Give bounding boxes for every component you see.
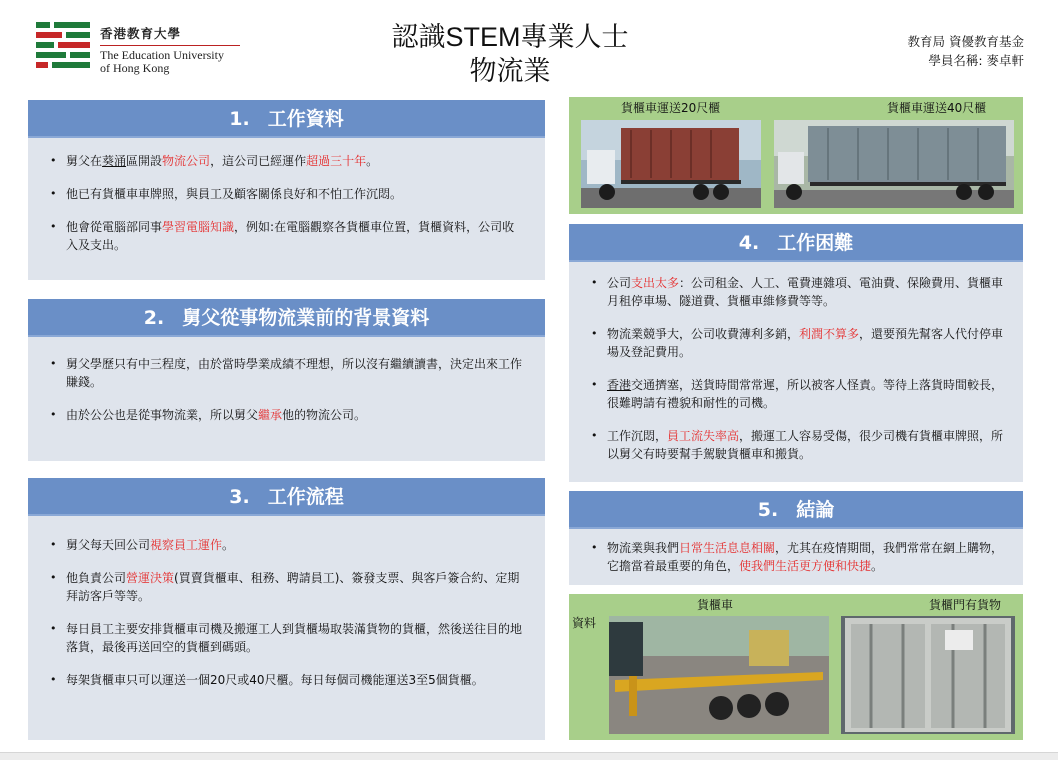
- bullet-text: ，尤其在疫情期間，我們常常在網上購物，它擔當着最重要的角色，: [607, 541, 1004, 573]
- highlight-text: 營運決策: [126, 571, 175, 585]
- bullet-text: 每架貨櫃車只可以運送一個20尺或40尺櫃。每日每個司機能運送3至5個貨櫃。: [66, 673, 484, 687]
- fund-name: 教育局 資優教育基金: [907, 34, 1024, 49]
- highlight-text: 視察員工運作: [150, 538, 223, 552]
- bullet-item: [50, 185, 523, 203]
- bullet-text: 他負責公司: [66, 571, 127, 585]
- highlight-text: 超過三十年: [306, 154, 367, 168]
- bullet-list: [28, 516, 545, 689]
- section-title: 工作資料: [267, 108, 344, 130]
- eduhk-emblem-icon: [34, 20, 92, 72]
- bullet-text: 他會從電腦部同事: [66, 220, 163, 234]
- logo-english-line2: of Hong Kong: [100, 61, 170, 75]
- bullet-list: [569, 262, 1023, 463]
- bullet-item: [591, 427, 1009, 463]
- bullet-text: (買賣貨櫃車、租務、聘請員工)、簽發支票、與客戶簽合約、定期拜訪客戶等等。: [66, 571, 520, 603]
- highlight-text: 使我們生活更方便和快捷: [739, 559, 872, 573]
- photo-side-label: 資料: [572, 616, 597, 630]
- section-header: [569, 224, 1023, 262]
- bullet-item: [50, 355, 523, 391]
- section-workflow: [28, 478, 545, 740]
- header-info: [908, 32, 1024, 70]
- section-header: [28, 299, 545, 337]
- highlight-text: 利潤不算多: [799, 327, 860, 341]
- page-title: [360, 20, 660, 88]
- highlight-text: 物流公司: [162, 154, 211, 168]
- section-title: 工作流程: [267, 486, 344, 508]
- bullet-text: ，例如:在電腦觀察各貨櫃車位置，貨櫃資料，公司收入及支出。: [66, 220, 515, 252]
- section-title: 結論: [796, 499, 835, 521]
- title-line1: 認識STEM專業人士: [391, 22, 629, 52]
- photo-truck-40ft: [774, 120, 1014, 208]
- underlined-text: 香港: [607, 378, 632, 392]
- photo-caption-truck: 貨櫃車: [697, 598, 734, 612]
- bullet-text: 他已有貨櫃車車牌照，與員工及顧客關係良好和不怕工作沉悶。: [66, 187, 403, 201]
- bullet-list: [28, 138, 545, 254]
- bullet-text: 舅父每天回公司: [66, 538, 151, 552]
- highlight-text: 員工流失率高: [667, 429, 740, 443]
- bullet-item: [591, 325, 1009, 361]
- photo-container-trailer: [609, 616, 829, 734]
- bullet-item: [50, 671, 523, 689]
- bullet-item: [591, 539, 1009, 575]
- bullet-text: ，這公司已經運作: [210, 154, 307, 168]
- section-header: [28, 478, 545, 516]
- section-number: 1.: [229, 108, 250, 130]
- section-number: 2.: [143, 307, 165, 329]
- logo-divider: [100, 45, 240, 46]
- bullet-text: 舅父在: [66, 154, 103, 168]
- section-title: 舅父從事物流業前的背景資料: [182, 307, 430, 329]
- bottom-strip: [0, 752, 1058, 760]
- bullet-text: 交通擠塞，送貨時間常常遲，所以被客人怪責。等待上落貨時間較長，很難聘請有禮貌和耐性的司機。: [607, 378, 1004, 410]
- section-header: [569, 491, 1023, 529]
- photo-caption-40ft: 貨櫃車運送40尺櫃: [887, 101, 987, 115]
- highlight-text: 日常生活息息相關: [679, 541, 776, 555]
- bullet-text: ，還要預先幫客人代付停車場及登記費用。: [607, 327, 1004, 359]
- bullet-item: [50, 152, 523, 170]
- bullet-item: [50, 620, 523, 656]
- highlight-text: 繼承: [258, 408, 283, 422]
- bullet-item: [591, 274, 1009, 310]
- highlight-text: 學習電腦知識: [162, 220, 235, 234]
- section-conclusion: [569, 491, 1023, 585]
- bullet-text: ，搬運工人容易受傷，很少司機有貨櫃車牌照，所以舅父有時要幫手駕駛貨櫃車和搬貨。: [607, 429, 1004, 461]
- bullet-text: 。: [366, 154, 379, 168]
- bullet-text: 每日員工主要安排貨櫃車司機及搬運工人到貨櫃場取裝滿貨物的貨櫃，然後送往目的地落貨，最後再送回空的貨櫃到碼頭。: [66, 622, 523, 654]
- bullet-list: [569, 529, 1023, 575]
- underlined-text: 葵涌: [102, 154, 127, 168]
- logo-chinese-name: 香港教育大學: [100, 26, 182, 41]
- photo-container-doors: [841, 616, 1015, 734]
- university-logo: [34, 16, 244, 78]
- bullet-text: 。: [222, 538, 235, 552]
- bullet-text: 舅父學歷只有中三程度，由於當時學業成績不理想，所以沒有繼續讀書，決定出來工作賺錢。: [66, 357, 523, 389]
- highlight-text: 支出太多: [631, 276, 680, 290]
- section-title: 工作困難: [777, 232, 854, 254]
- student-name: 學員名稱: 麥卓軒: [928, 53, 1024, 68]
- section-number: 5.: [757, 499, 779, 521]
- bullet-item: [50, 406, 523, 424]
- bullet-text: 他的物流公司。: [282, 408, 367, 422]
- bullet-text: 。: [871, 559, 884, 573]
- bullet-text: 物流業與我們: [607, 541, 680, 555]
- photo-caption-20ft: 貨櫃車運送20尺櫃: [621, 101, 721, 115]
- bullet-text: ：公司租金、人工、電費連雜項、電油費、保險費用、貨櫃車月租停車場、隧道費、貨櫃車維修費等等。: [607, 276, 1004, 308]
- bullet-list: [28, 337, 545, 424]
- bullet-item: [50, 569, 523, 605]
- bullet-item: [591, 376, 1009, 412]
- section-difficulties: [569, 224, 1023, 482]
- section-header: [28, 100, 545, 138]
- bullet-text: 由於公公也是從事物流業，所以舅父: [66, 408, 259, 422]
- bullet-text: 工作沉悶，: [607, 429, 668, 443]
- title-line2: 物流業: [469, 56, 551, 86]
- logo-english-line1: The Education University: [100, 48, 224, 62]
- photo-caption-container-goods: 貨櫃門有貨物: [929, 598, 1002, 612]
- section-background: [28, 299, 545, 461]
- bullet-text: 區開設: [126, 154, 163, 168]
- bullet-text: 物流業競爭大，公司收費薄利多銷，: [607, 327, 800, 341]
- truck-photos-bottom: [569, 594, 1023, 740]
- section-number: 4.: [738, 232, 760, 254]
- bullet-item: [50, 218, 523, 254]
- bullet-item: [50, 536, 523, 554]
- photo-truck-20ft: [581, 120, 761, 208]
- bullet-text: 公司: [607, 276, 632, 290]
- truck-photos-top: [569, 97, 1023, 214]
- section-work-info: [28, 100, 545, 280]
- section-number: 3.: [229, 486, 250, 508]
